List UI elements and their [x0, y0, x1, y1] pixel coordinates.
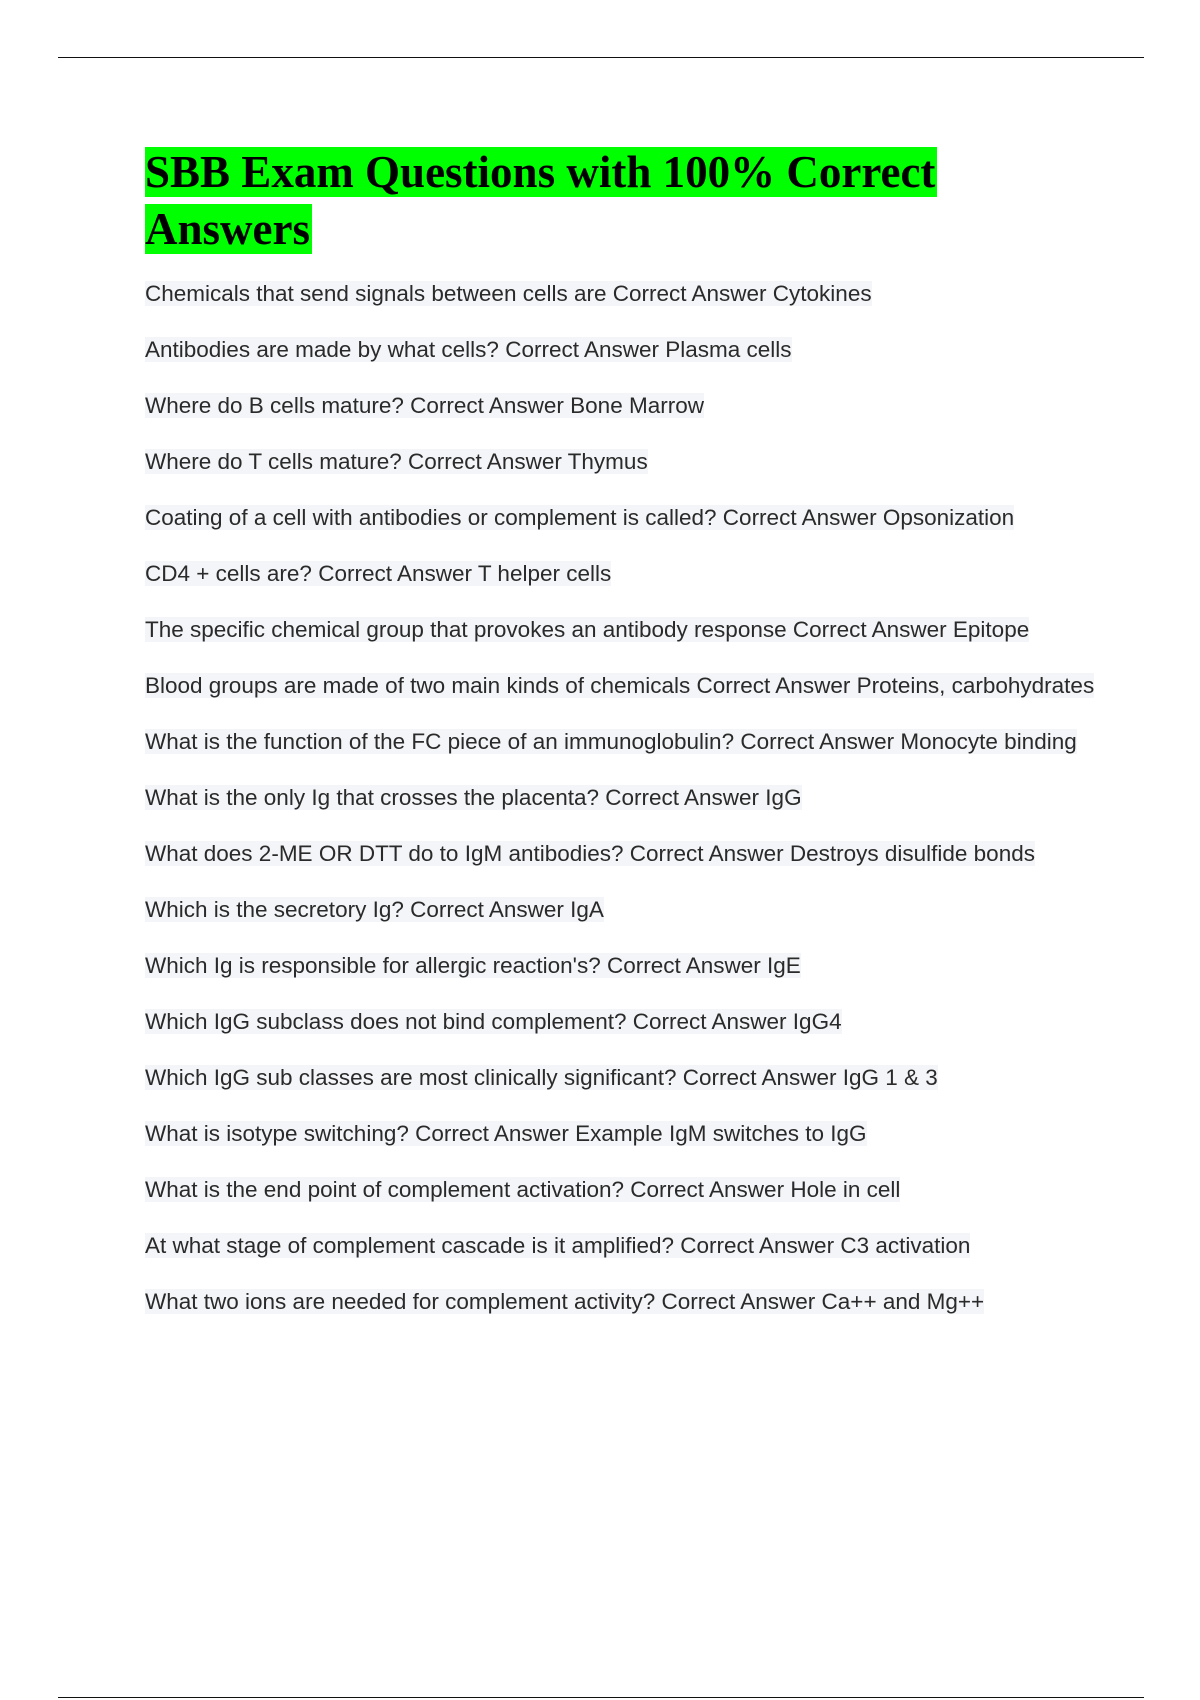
qa-item — [145, 672, 1095, 699]
qa-item-text: The specific chemical group that provokes an antibody response Correct Answer Epitope — [145, 617, 1030, 642]
qa-item-text: What two ions are needed for complement activity? Correct Answer Ca++ and Mg++ — [145, 1289, 985, 1314]
qa-item — [145, 896, 1095, 923]
qa-item — [145, 1120, 1095, 1147]
qa-item — [145, 1176, 1095, 1203]
qa-item — [145, 1288, 1095, 1315]
qa-item — [145, 952, 1095, 979]
qa-item-text: Where do B cells mature? Correct Answer Bone Marrow — [145, 393, 704, 418]
qa-item — [145, 1008, 1095, 1035]
qa-item-text: Which is the secretory Ig? Correct Answer IgA — [145, 897, 604, 922]
qa-list — [145, 280, 1095, 1315]
qa-item-text: What does 2-ME OR DTT do to IgM antibodies? Correct Answer Destroys disulfide bonds — [145, 841, 1035, 866]
qa-item — [145, 728, 1095, 755]
qa-item-text: At what stage of complement cascade is it amplified? Correct Answer C3 activation — [145, 1233, 971, 1258]
qa-item — [145, 280, 1095, 307]
qa-item-text: What is the only Ig that crosses the placenta? Correct Answer IgG — [145, 785, 802, 810]
qa-item-text: Which IgG sub classes are most clinically significant? Correct Answer IgG 1 & 3 — [145, 1065, 938, 1090]
qa-item — [145, 448, 1095, 475]
document-title-text: SBB Exam Questions with 100% Correct Answers — [145, 147, 936, 254]
qa-item-text: Coating of a cell with antibodies or complement is called? Correct Answer Opsonization — [145, 505, 1015, 530]
qa-item-text: What is the end point of complement activation? Correct Answer Hole in cell — [145, 1177, 901, 1202]
document-title — [145, 144, 1025, 258]
qa-item — [145, 504, 1095, 531]
qa-item — [145, 336, 1095, 363]
document-body — [145, 144, 1095, 1344]
header-rule — [58, 57, 1144, 58]
qa-item — [145, 1064, 1095, 1091]
qa-item-text: Which Ig is responsible for allergic reaction's? Correct Answer IgE — [145, 953, 801, 978]
qa-item — [145, 1232, 1095, 1259]
qa-item — [145, 616, 1095, 643]
qa-item — [145, 840, 1095, 867]
qa-item-text: Chemicals that send signals between cells are Correct Answer Cytokines — [145, 281, 872, 306]
qa-item — [145, 560, 1095, 587]
qa-item-text: Where do T cells mature? Correct Answer Thymus — [145, 449, 648, 474]
qa-item-text: What is the function of the FC piece of an immunoglobulin? Correct Answer Monocyte binding — [145, 729, 1077, 754]
qa-item-text: What is isotype switching? Correct Answer Example IgM switches to IgG — [145, 1121, 867, 1146]
qa-item — [145, 784, 1095, 811]
qa-item-text: Blood groups are made of two main kinds of chemicals Correct Answer Proteins, carbohydrates — [145, 673, 1095, 698]
qa-item — [145, 392, 1095, 419]
qa-item-text: Antibodies are made by what cells? Correct Answer Plasma cells — [145, 337, 792, 362]
qa-item-text: CD4 + cells are? Correct Answer T helper cells — [145, 561, 612, 586]
footer-rule — [58, 1697, 1144, 1698]
qa-item-text: Which IgG subclass does not bind complement? Correct Answer IgG4 — [145, 1009, 842, 1034]
